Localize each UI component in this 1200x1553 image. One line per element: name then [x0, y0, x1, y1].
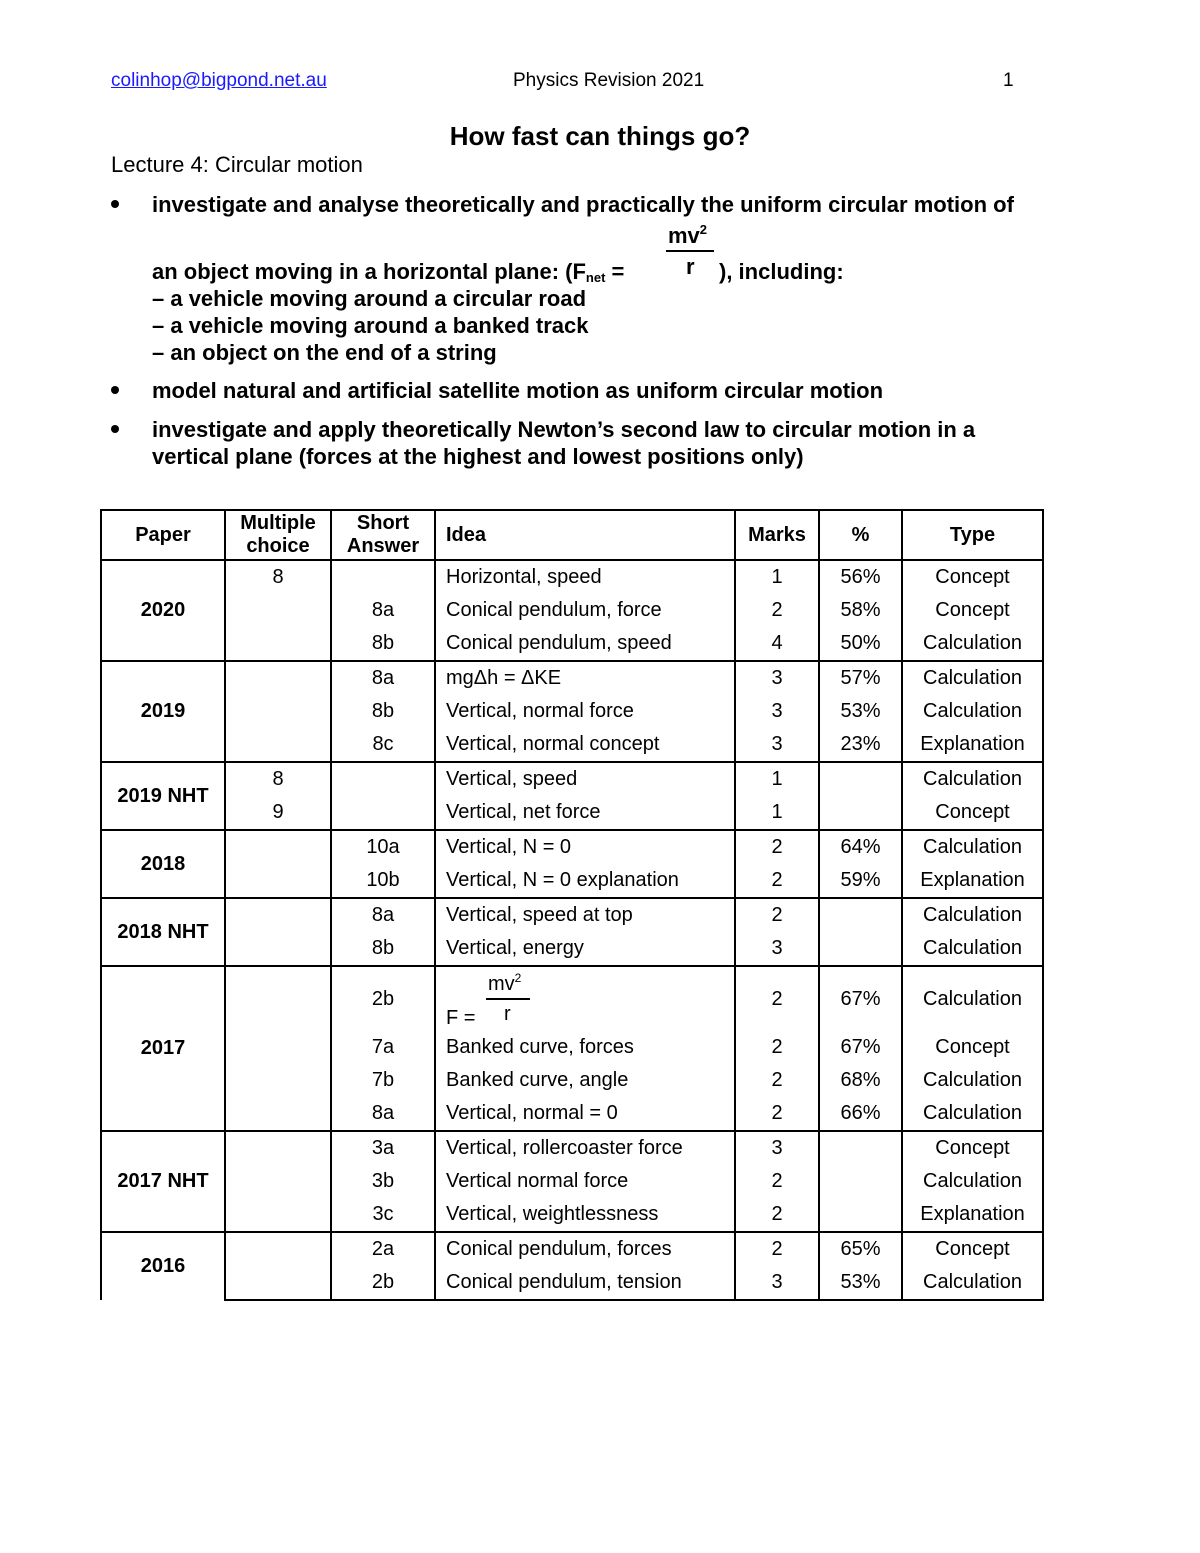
- type-cell: Concept: [902, 1031, 1043, 1064]
- sa-cell: [331, 796, 435, 830]
- sa-cell: [331, 762, 435, 796]
- type-cell: Calculation: [902, 762, 1043, 796]
- idea-cell: Vertical, normal = 0: [435, 1097, 735, 1131]
- type-cell: Calculation: [902, 1266, 1043, 1300]
- marks-cell: 2: [735, 830, 819, 864]
- percent-cell: [819, 1198, 902, 1232]
- idea-cell: Vertical, rollercoaster force: [435, 1131, 735, 1165]
- marks-cell: 2: [735, 898, 819, 932]
- percent-cell: 67%: [819, 966, 902, 1031]
- idea-cell: Vertical, energy: [435, 932, 735, 966]
- paper-cell: 2019 NHT: [101, 762, 225, 830]
- header-idea: Idea: [435, 510, 735, 560]
- table-row: [101, 1064, 1043, 1097]
- marks-cell: 4: [735, 627, 819, 661]
- idea-cell: Horizontal, speed: [435, 560, 735, 594]
- marks-cell: 2: [735, 1165, 819, 1198]
- idea-cell: Conical pendulum, speed: [435, 627, 735, 661]
- paper-cell: 2017 NHT: [101, 1131, 225, 1232]
- sa-cell: 2a: [331, 1232, 435, 1266]
- paper-cell: 2016: [101, 1232, 225, 1300]
- type-cell: Calculation: [902, 1165, 1043, 1198]
- force-formula: [446, 971, 546, 1029]
- sa-cell: 8b: [331, 627, 435, 661]
- bullet-1-line-1: investigate and analyse theoretically and practically the uniform circular motion of: [152, 192, 1014, 217]
- marks-cell: 2: [735, 1097, 819, 1131]
- idea-cell: Vertical normal force: [435, 1165, 735, 1198]
- idea-cell: Conical pendulum, force: [435, 594, 735, 627]
- idea-cell: Conical pendulum, forces: [435, 1232, 735, 1266]
- bullet-1-line-2: [152, 259, 624, 285]
- sa-cell: 8a: [331, 898, 435, 932]
- sa-cell: 8b: [331, 932, 435, 966]
- percent-cell: 57%: [819, 661, 902, 695]
- paper-cell: 2018 NHT: [101, 898, 225, 966]
- marks-cell: 2: [735, 1232, 819, 1266]
- bullet-1-subitem-3: – an object on the end of a string: [152, 340, 497, 365]
- formula-lhs: F =: [446, 1007, 476, 1029]
- table-row: [101, 1097, 1043, 1131]
- sa-cell: 8b: [331, 695, 435, 728]
- marks-cell: 2: [735, 966, 819, 1031]
- idea-cell: Conical pendulum, tension: [435, 1266, 735, 1300]
- sa-cell: 8c: [331, 728, 435, 762]
- mc-cell: [225, 898, 331, 932]
- type-cell: Calculation: [902, 898, 1043, 932]
- bullet-dot: [111, 386, 119, 394]
- header-multiple-choice: Multiple choice: [225, 510, 331, 560]
- type-cell: Concept: [902, 560, 1043, 594]
- percent-cell: 56%: [819, 560, 902, 594]
- mc-cell: [225, 932, 331, 966]
- header-marks: Marks: [735, 510, 819, 560]
- percent-cell: 65%: [819, 1232, 902, 1266]
- table-row: [101, 728, 1043, 762]
- percent-cell: [819, 932, 902, 966]
- mc-cell: [225, 594, 331, 627]
- marks-cell: 3: [735, 1131, 819, 1165]
- type-cell: Concept: [902, 1131, 1043, 1165]
- page-header: [0, 70, 1200, 96]
- paper-cell: 2018: [101, 830, 225, 898]
- sa-cell: 3a: [331, 1131, 435, 1165]
- table-row: [101, 796, 1043, 830]
- sa-cell: 10a: [331, 830, 435, 864]
- idea-cell: Vertical, weightlessness: [435, 1198, 735, 1232]
- percent-cell: 53%: [819, 1266, 902, 1300]
- mc-cell: 9: [225, 796, 331, 830]
- percent-cell: 67%: [819, 1031, 902, 1064]
- bullet-1-line-2-end: ), including:: [719, 259, 844, 284]
- marks-cell: 3: [735, 1266, 819, 1300]
- header-paper: Paper: [101, 510, 225, 560]
- fnet-subscript: net: [585, 270, 606, 285]
- mc-cell: [225, 1232, 331, 1266]
- table-row: [101, 830, 1043, 864]
- revision-table: [100, 509, 1044, 1301]
- mc-cell: 8: [225, 762, 331, 796]
- marks-cell: 3: [735, 695, 819, 728]
- percent-cell: 66%: [819, 1097, 902, 1131]
- formula-bar: [486, 998, 530, 1000]
- formula-denominator: r: [504, 1003, 511, 1025]
- mc-cell: [225, 966, 331, 1031]
- idea-cell: Vertical, speed at top: [435, 898, 735, 932]
- mc-cell: [225, 1097, 331, 1131]
- table-row: [101, 1232, 1043, 1266]
- percent-cell: [819, 762, 902, 796]
- idea-cell: Banked curve, forces: [435, 1031, 735, 1064]
- percent-cell: 50%: [819, 627, 902, 661]
- table-row: [101, 1131, 1043, 1165]
- idea-cell: Vertical, normal force: [435, 695, 735, 728]
- fraction-numerator: $mv^2$: [668, 222, 708, 248]
- percent-cell: [819, 898, 902, 932]
- table-row: [101, 627, 1043, 661]
- bullet-3-line-1: investigate and apply theoretically Newton’s second law to circular motion in a: [152, 417, 976, 442]
- mc-cell: 8: [225, 560, 331, 594]
- paper-cell: 2019: [101, 661, 225, 762]
- idea-cell: Vertical, net force: [435, 796, 735, 830]
- percent-cell: 68%: [819, 1064, 902, 1097]
- type-cell: Calculation: [902, 661, 1043, 695]
- percent-cell: 58%: [819, 594, 902, 627]
- idea-cell: Vertical, N = 0: [435, 830, 735, 864]
- type-cell: Calculation: [902, 966, 1043, 1031]
- mc-cell: [225, 864, 331, 898]
- sa-cell: 2b: [331, 966, 435, 1031]
- marks-cell: 2: [735, 1198, 819, 1232]
- mc-cell: [225, 830, 331, 864]
- marks-cell: 2: [735, 594, 819, 627]
- sa-cell: 8a: [331, 1097, 435, 1131]
- type-cell: Concept: [902, 1232, 1043, 1266]
- type-cell: Explanation: [902, 728, 1043, 762]
- table-row: [101, 864, 1043, 898]
- type-cell: Concept: [902, 796, 1043, 830]
- paper-cell: 2020: [101, 560, 225, 661]
- type-cell: Concept: [902, 594, 1043, 627]
- bullet-3-line-2: vertical plane (forces at the highest and lowest positions only): [152, 444, 804, 469]
- type-cell: Explanation: [902, 864, 1043, 898]
- page-number: 1: [1003, 70, 1014, 91]
- table-row: [101, 695, 1043, 728]
- fraction-denominator: r: [686, 254, 695, 279]
- table-row: [101, 1266, 1043, 1300]
- mc-cell: [225, 728, 331, 762]
- lecture-subtitle: Lecture 4: Circular motion: [111, 152, 363, 177]
- marks-cell: 3: [735, 728, 819, 762]
- equals-sign: =: [605, 259, 625, 284]
- header-type: Type: [902, 510, 1043, 560]
- header-short-answer: Short Answer: [331, 510, 435, 560]
- formula-numerator: $mv^2$: [488, 971, 522, 995]
- header-percent: %: [819, 510, 902, 560]
- mc-cell: [225, 695, 331, 728]
- sa-cell: 7a: [331, 1031, 435, 1064]
- idea-cell-formula: [435, 966, 735, 1031]
- percent-cell: [819, 796, 902, 830]
- bullet-2: model natural and artificial satellite motion as uniform circular motion: [152, 378, 884, 403]
- mc-cell: [225, 627, 331, 661]
- table-row: [101, 560, 1043, 594]
- table-header-row: [101, 510, 1043, 560]
- percent-cell: 59%: [819, 864, 902, 898]
- sa-cell: 3b: [331, 1165, 435, 1198]
- mc-cell: [225, 1198, 331, 1232]
- type-cell: Calculation: [902, 1097, 1043, 1131]
- header-title: Physics Revision 2021: [513, 70, 705, 91]
- paper-cell: 2017: [101, 966, 225, 1131]
- mc-cell: [225, 1064, 331, 1097]
- mc-cell: [225, 1165, 331, 1198]
- bullet-dot: [111, 200, 119, 208]
- type-cell: Explanation: [902, 1198, 1043, 1232]
- mc-cell: [225, 1266, 331, 1300]
- percent-cell: 53%: [819, 695, 902, 728]
- marks-cell: 3: [735, 661, 819, 695]
- idea-cell: Vertical, speed: [435, 762, 735, 796]
- table-row: [101, 1031, 1043, 1064]
- idea-cell: Vertical, normal concept: [435, 728, 735, 762]
- sa-cell: 3c: [331, 1198, 435, 1232]
- bullet-1-subitem-1: – a vehicle moving around a circular road: [152, 286, 587, 311]
- table-row: [101, 594, 1043, 627]
- email-link[interactable]: colinhop@bigpond.net.au: [111, 70, 327, 91]
- mc-cell: [225, 1131, 331, 1165]
- page-title: How fast can things go?: [449, 121, 751, 151]
- table-row: [101, 1198, 1043, 1232]
- marks-cell: 2: [735, 864, 819, 898]
- bullet-1-subitem-2: – a vehicle moving around a banked track: [152, 313, 589, 338]
- sa-cell: [331, 560, 435, 594]
- sa-cell: 8a: [331, 594, 435, 627]
- type-cell: Calculation: [902, 932, 1043, 966]
- sa-cell: 10b: [331, 864, 435, 898]
- marks-cell: 1: [735, 762, 819, 796]
- sa-cell: 2b: [331, 1266, 435, 1300]
- percent-cell: 64%: [819, 830, 902, 864]
- table-row: [101, 966, 1043, 1031]
- idea-cell: mgΔh = ΔKE: [435, 661, 735, 695]
- percent-cell: [819, 1165, 902, 1198]
- type-cell: Calculation: [902, 830, 1043, 864]
- marks-cell: 2: [735, 1031, 819, 1064]
- fraction-bar: [666, 250, 714, 252]
- table-row: [101, 661, 1043, 695]
- sa-cell: 8a: [331, 661, 435, 695]
- percent-cell: 23%: [819, 728, 902, 762]
- table-row: [101, 932, 1043, 966]
- type-cell: Calculation: [902, 627, 1043, 661]
- type-cell: Calculation: [902, 1064, 1043, 1097]
- table-row: [101, 1165, 1043, 1198]
- marks-cell: 1: [735, 796, 819, 830]
- type-cell: Calculation: [902, 695, 1043, 728]
- mc-cell: [225, 1031, 331, 1064]
- mc-cell: [225, 661, 331, 695]
- sa-cell: 7b: [331, 1064, 435, 1097]
- percent-cell: [819, 1131, 902, 1165]
- marks-cell: 3: [735, 932, 819, 966]
- marks-cell: 2: [735, 1064, 819, 1097]
- table-row: [101, 762, 1043, 796]
- idea-cell: Banked curve, angle: [435, 1064, 735, 1097]
- marks-cell: 1: [735, 560, 819, 594]
- table-row: [101, 898, 1043, 932]
- bullet-1-line-2-start: an object moving in a horizontal plane: (F: [152, 259, 586, 284]
- bullet-dot: [111, 425, 119, 433]
- idea-cell: Vertical, N = 0 explanation: [435, 864, 735, 898]
